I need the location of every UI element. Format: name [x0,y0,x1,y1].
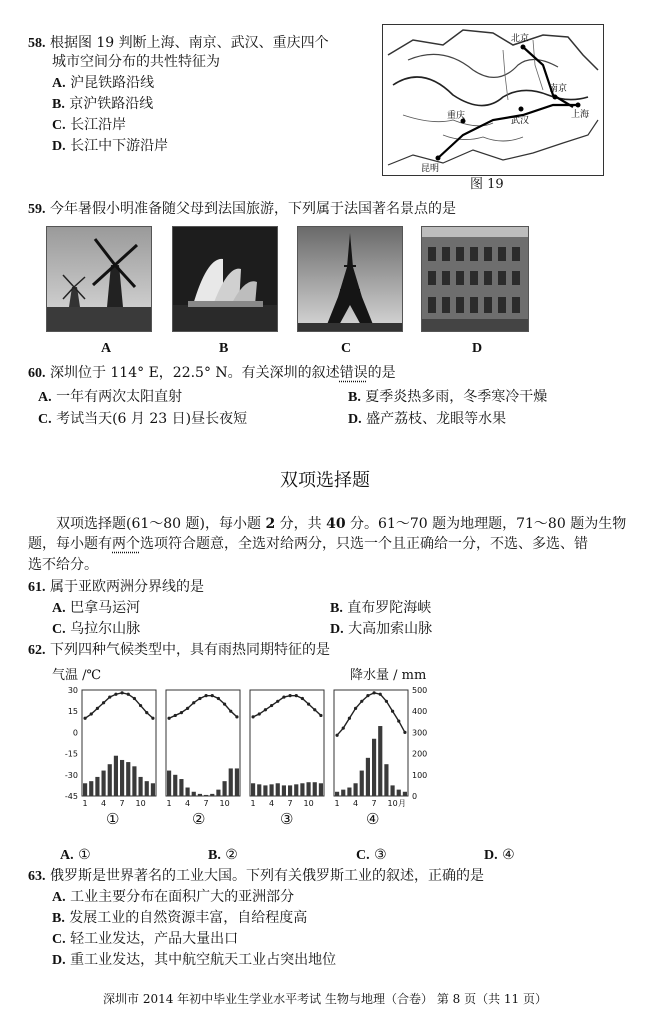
x-tick-label: 1 [166,799,172,808]
x-tick-label: 1 [250,799,256,808]
temp-point [186,707,189,710]
precip-bar [288,785,292,796]
temp-point [403,731,406,734]
left-tick-label: 30 [67,686,78,695]
precip-bar [102,771,106,796]
precip-bar [378,726,382,796]
x-tick-label: 10 [303,799,314,808]
q61-option-b: B. 直布罗陀海峡 [330,600,432,616]
precip-bar [294,784,298,796]
temp-point [385,700,388,703]
precip-bar [354,783,358,796]
panel-label-4: ④ [366,810,380,828]
precip-bar [186,788,190,796]
temp-point [174,714,177,717]
precip-bar [270,784,274,796]
x-tick-label: 7 [203,799,209,808]
precip-bar [145,781,149,796]
q63-stem: 63. 俄罗斯是世界著名的工业大国。下列有关俄罗斯工业的叙述，正确的是 [28,868,484,884]
temp-line [85,693,153,718]
right-axis-title: 降水量 / mm [350,668,427,683]
section-title: 双项选择题 [280,470,370,491]
climate-panel-frame [250,690,324,796]
precip-bar [360,771,364,796]
x-tick-label: 10 [135,799,146,808]
x-tick-label: 4 [185,799,191,808]
temp-point [198,697,201,700]
precip-bar [251,783,255,796]
temp-point [397,719,400,722]
temp-point [251,715,254,718]
q58-stem-line2: 城市空间分布的共性特征为 [52,54,220,70]
q60-option-b: B. 夏季炎热多雨，冬季寒冷干燥 [348,389,548,405]
q63-option-d: D. 重工业发达，其中航空航天工业占突出地位 [52,952,337,968]
left-tick-label: -45 [64,792,78,801]
x-tick-label: 7 [371,799,377,808]
precip-bar [151,783,155,796]
q61-option-d: D. 大高加索山脉 [330,621,433,637]
q58-option-b: B. 京沪铁路沿线 [52,96,154,112]
temp-point [120,691,123,694]
precip-bar [347,788,351,796]
precip-bar [167,771,171,796]
section-intro-line3: 选不给分。 [28,557,98,573]
q62-option-a: A. ① [60,847,91,863]
precip-bar [313,782,317,796]
precip-bar [114,756,118,796]
emphasis-two: 两个 [112,536,140,552]
temp-line [169,696,237,719]
x-tick-label: 4 [353,799,359,808]
x-tick-label: 7 [119,799,125,808]
temp-point [354,707,357,710]
q60-option-c: C. 考试当天(6 月 23 日)昼长夜短 [38,411,248,427]
temp-point [335,734,338,737]
temp-point [276,700,279,703]
precip-bar [235,768,239,796]
temp-point [264,708,267,711]
temp-point [96,707,99,710]
right-tick-label: 200 [412,749,428,759]
precip-bar [229,768,233,796]
temp-point [114,693,117,696]
temp-point [313,708,316,711]
precip-bar [216,790,220,796]
precip-bar [403,792,407,796]
temp-point [211,694,214,697]
precip-bar [300,783,304,796]
temp-point [295,694,298,697]
precip-bar [319,783,323,796]
q58-option-c: C. 长江沿岸 [52,117,127,133]
temp-point [301,697,304,700]
temp-point [288,694,291,697]
precip-bar [83,783,87,796]
temp-point [127,693,130,696]
temp-point [360,700,363,703]
precip-bar [397,790,401,796]
temp-point [372,691,375,694]
q60-stem: 60. 深圳位于 114° E，22.5° N。有关深圳的叙述错误的是 [28,365,396,381]
precip-bar [204,795,208,796]
precip-bar [366,758,370,796]
q60-number: 60. [28,366,46,381]
left-axis-title: 气温 /℃ [52,668,102,683]
climate-panel-frame [334,690,408,796]
right-tick-label: 0 [412,792,418,801]
left-tick-label: -30 [64,770,78,780]
temp-point [90,712,93,715]
section-intro-line2: 题，每小题有两个选项符合题意，全选对给两分，只选一个且正确给一分，不选、多选、错 [28,536,588,552]
map-label-nanjing: 南京 [549,84,568,94]
map-caption: 图 19 [470,177,504,192]
map-label-wuhan: 武汉 [511,116,530,126]
q62-option-d: D. ④ [484,847,515,863]
q61-stem: 61. 属于亚欧两洲分界线的是 [28,579,204,595]
q59-number: 59. [28,202,46,217]
q59-stem-text: 今年暑假小明准备随父母到法国旅游，下列属于法国著名景点的是 [49,201,456,217]
temp-point [229,710,232,713]
x-tick-label: 10 [219,799,230,808]
temp-point [366,694,369,697]
panel-label-1: ① [106,810,120,828]
emphasis-wrong: 错误 [339,365,368,381]
precip-bar [341,790,345,796]
map-label-beijing: 北京 [511,34,530,44]
precip-bar [307,782,311,796]
precip-bar [198,794,202,796]
x-tick-label: 1 [334,799,340,808]
precip-bar [120,760,124,796]
month-unit-label: 月 [398,799,406,808]
x-tick-label: 4 [269,799,275,808]
temp-point [223,703,226,706]
x-tick-label: 10 [387,799,398,808]
panel-label-3: ③ [280,810,294,828]
temp-point [102,701,105,704]
x-tick-label: 4 [101,799,107,808]
right-tick-label: 400 [412,707,428,717]
temp-line [337,693,405,735]
x-tick-label: 7 [287,799,293,808]
precip-bar [391,785,395,796]
temp-point [258,712,261,715]
precip-bar [179,779,183,796]
precip-bar [192,792,196,796]
precip-bar [282,785,286,796]
q63-option-a: A. 工业主要分布在面积广大的亚洲部分 [52,889,295,905]
temp-point [192,701,195,704]
q61-number: 61. [28,580,46,595]
precip-bar [257,784,261,796]
temp-point [83,717,86,720]
left-tick-label: -15 [64,749,78,759]
left-tick-label: 15 [67,707,78,717]
q63-option-c: C. 轻工业发达，产品大量出口 [52,931,239,947]
precip-bar [335,792,339,796]
temp-point [379,693,382,696]
right-tick-label: 300 [412,728,428,738]
precip-bar [95,777,99,796]
temp-point [391,710,394,713]
map-label-kunming: 昆明 [421,164,440,174]
climate-panel-frame [82,690,156,796]
photo-label-a: A [101,341,112,356]
page-footer: 深圳市 2014 年初中毕业生学业水平考试 生物与地理（合卷） 第 8 页（共 11 页） [103,992,547,1006]
map-label-chongqing: 重庆 [447,111,466,121]
q60-option-a: A. 一年有两次太阳直射 [38,389,183,405]
section-intro-line1: 双项选择题(61～80 题)，每小题 2 分，共 40 分。61～70 题为地理题，71～80 题为生物 [56,516,627,532]
temp-point [145,711,148,714]
temp-point [270,704,273,707]
precip-bar [108,764,112,796]
precip-bar [210,794,214,796]
left-tick-label: 0 [72,728,78,738]
precip-bar [276,783,280,796]
temp-point [235,715,238,718]
q58-option-a: A. 沪昆铁路沿线 [52,75,155,91]
temp-point [282,695,285,698]
precip-bar [372,739,376,796]
precip-bar [384,764,388,796]
x-tick-label: 1 [82,799,88,808]
temp-point [348,717,351,720]
q63-number: 63. [28,869,46,884]
photo-label-b: B [219,341,229,356]
q60-option-d: D. 盛产荔枝、龙眼等水果 [348,411,507,427]
temp-point [133,697,136,700]
right-tick-label: 500 [412,686,428,695]
temp-point [204,694,207,697]
temp-point [180,711,183,714]
q58-stem-part1: 根据图 19 判断上海、南京、武汉、重庆四个 [49,35,329,51]
temp-point [307,703,310,706]
temp-point [139,704,142,707]
precip-bar [223,781,227,796]
photo-label-d: D [472,341,483,356]
q62-stem: 62. 下列四种气候类型中，具有雨热同期特征的是 [28,642,330,658]
q62-option-b: B. ② [208,847,238,863]
precip-bar [263,785,267,796]
q62-option-c: C. ③ [356,847,387,863]
temp-point [319,714,322,717]
q58-number: 58. [28,36,46,51]
precip-bar [139,777,143,796]
precip-bar [126,762,130,796]
temp-point [217,697,220,700]
right-tick-label: 100 [412,770,428,780]
q58-option-d: D. 长江中下游沿岸 [52,138,169,154]
q61-option-a: A. 巴拿马运河 [52,600,141,616]
temp-point [342,727,345,730]
q63-option-b: B. 发展工业的自然资源丰富，自给程度高 [52,910,308,926]
temp-point [167,717,170,720]
precip-bar [173,775,177,796]
precip-bar [89,781,93,796]
panel-label-2: ② [192,810,206,828]
q61-option-c: C. 乌拉尔山脉 [52,621,141,637]
temp-point [151,717,154,720]
temp-point [108,695,111,698]
map-label-shanghai: 上海 [571,110,590,120]
precip-bar [132,766,136,796]
photo-label-c: C [341,341,352,356]
temp-line [253,696,321,717]
q62-number: 62. [28,643,46,658]
